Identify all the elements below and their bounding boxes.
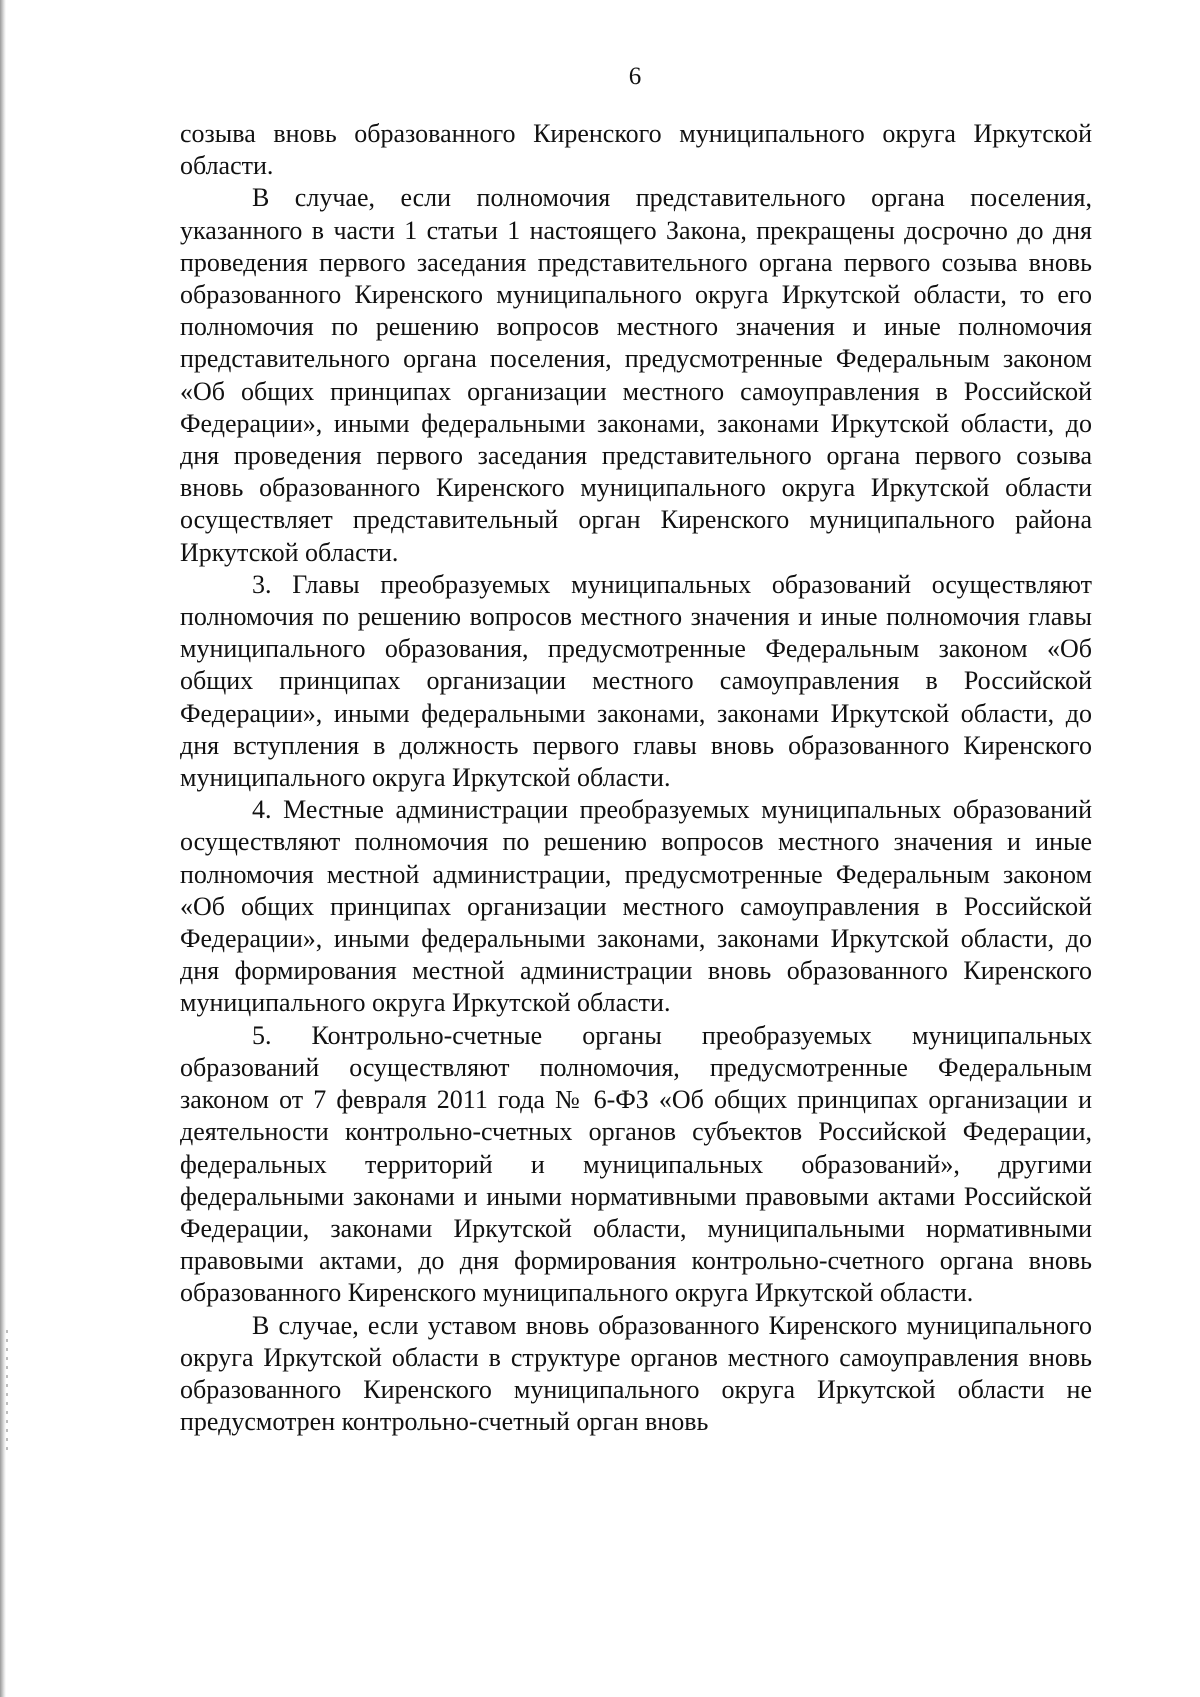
page-number: 6 xyxy=(628,63,642,90)
paragraph-audit-body-case: В случае, если уставом вновь образованного Киренского муниципального округа Иркутской области в структуре органов местного самоуправления вновь образованного Киренского муниципального округа Иркутской области не предусмотрен контрольно-счетный орган вновь xyxy=(180,1310,1092,1437)
paragraph-item-4-administrations: 4. Местные администрации преобразуемых муниципальных образований осуществляют полномочия по решению вопросов местного значения и иные полномочия местной администрации, предусмотренные Федеральным законом «Об общих принципах организации местного самоуправления в Российской Федерации», иными федеральными законами, законами Иркутской области, до дня формирования местной администрации вновь образованного Киренского муниципального округа Иркутской области. xyxy=(180,795,1092,1018)
paragraph-item-3-heads: 3. Главы преобразуемых муниципальных образований осуществляют полномочия по решению вопросов местного значения и иные полномочия главы муниципального образования, предусмотренные Федеральным законом «Об общих принципах организации местного самоуправления в Российской Федерации», иными федеральными законами, законами Иркутской области, до дня вступления в должность первого главы вновь образованного Киренского муниципального округа Иркутской области. xyxy=(180,569,1092,793)
paragraph-early-termination: В случае, если полномочия представительного органа поселения, указанного в части 1 статьи 1 настоящего Закона, прекращены досрочно до дня проведения первого заседания представительного органа первого созыва вновь образованного Киренского муниципального округа Иркутской области, то его полномочия по решению вопросов местного значения и иные полномочия представительного органа поселения, предусмотренные Федеральным законом «Об общих принципах организации местного самоуправления в Российской Федерации», иными федеральными законами, законами Иркутской области, до дня проведения первого заседания представительного органа первого созыва вновь образованного Киренского муниципального округа Иркутской области осуществляет представительный орган Киренского муниципального района Иркутской области. xyxy=(180,183,1092,567)
paragraph-continuation: созыва вновь образованного Киренского муниципального округа Иркутской области. xyxy=(180,119,1092,181)
scan-edge-marks xyxy=(6,1330,8,1450)
paragraph-item-5-audit-bodies: 5. Контрольно-счетные органы преобразуемых муниципальных образований осуществляют полномочия, предусмотренные Федеральным законом от 7 февраля 2011 года № 6-ФЗ «Об общих принципах организации и деятельности контрольно-счетных органов субъектов Российской Федерации, федеральных территорий и муниципальных образований», другими федеральными законами и иными нормативными правовыми актами Российской Федерации, законами Иркутской области, муниципальными нормативными правовыми актами, до дня формирования контрольно-счетного органа вновь образованного Киренского муниципального округа Иркутской области. xyxy=(180,1020,1092,1308)
document-body xyxy=(180,118,1092,1438)
